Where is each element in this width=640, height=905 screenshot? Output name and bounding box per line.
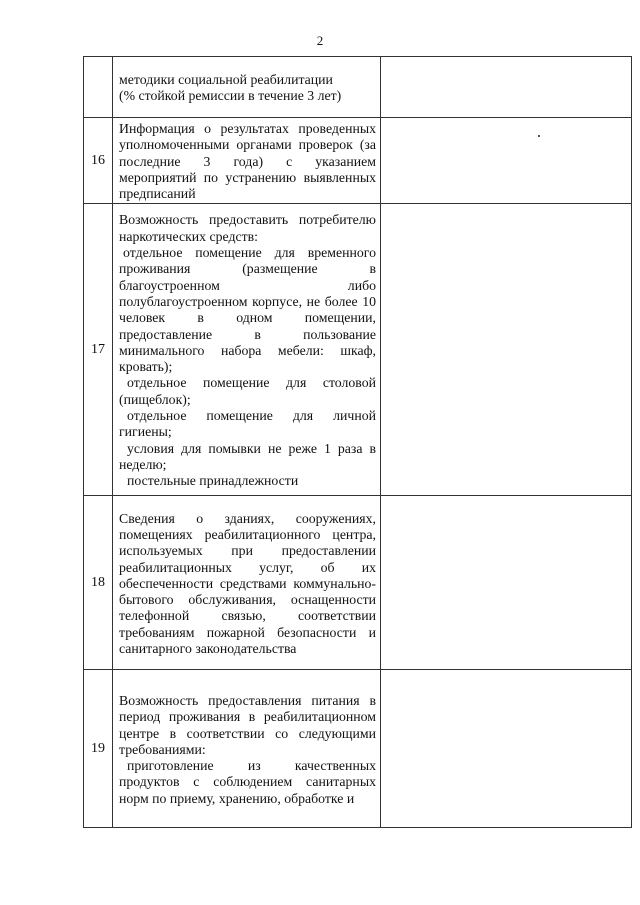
- table-row: [84, 57, 632, 118]
- row-number: [84, 57, 113, 118]
- criteria-table: [83, 56, 632, 828]
- text-line: отдельное помещение для личной гигиены;: [119, 408, 376, 440]
- value-cell: [381, 118, 632, 204]
- row-number: 17: [84, 204, 113, 496]
- row-number: 19: [84, 670, 113, 828]
- text-line: Информация о результатах проведенных уполномоченными органами проверок (за последние 3 года) с указанием мероприятий по устранению выявленных предписаний: [119, 121, 376, 202]
- text-line: Возможность предоставить потребителю наркотических средств:: [119, 212, 376, 244]
- text-line: отдельное помещение для столовой (пищеблок);: [119, 375, 376, 407]
- row-number: 16: [84, 118, 113, 204]
- row-number: 18: [84, 496, 113, 670]
- text-line: отдельное помещение для временного проживания (размещение в благоустроенном либо полублагоустроенном корпусе, не более 10 человек в одном помещении, предоставление в пользование минимального набора мебели: шкаф, кровать);: [119, 245, 376, 375]
- page-number: 2: [316, 33, 324, 48]
- text-line: Возможность предоставления питания в период проживания в реабилитационном центре в соответствии со следующими требованиями:: [119, 692, 376, 757]
- text-line: приготовление из качественных продуктов с соблюдением санитарных норм по приему, хранению, обработке и: [119, 758, 376, 806]
- table-row: [84, 670, 632, 828]
- criterion-text: [113, 118, 381, 204]
- table-row: [84, 496, 632, 670]
- value-cell: [381, 496, 632, 670]
- text-line: методики социальной реабилитации: [119, 71, 333, 87]
- text-line: постельные принадлежности: [127, 473, 299, 489]
- table-row: [84, 118, 632, 204]
- value-cell: [381, 204, 632, 496]
- criterion-text: [113, 204, 381, 496]
- criterion-text: [113, 670, 381, 828]
- criterion-text: [113, 496, 381, 670]
- value-cell: [381, 670, 632, 828]
- criterion-text: [113, 57, 381, 118]
- text-line: Сведения о зданиях, сооружениях, помещениях реабилитационного центра, используемых при предоставлении реабилитационных услуг, об их обеспеченности средствами коммунально-бытового обслуживания, оснащенности телефонной связью, соответствии требованиям пожарной безопасности и санитарного законодательства: [119, 510, 376, 657]
- table-row: [84, 204, 632, 496]
- text-line: условия для помывки не реже 1 раза в неделю;: [119, 440, 376, 472]
- value-cell: [381, 57, 632, 118]
- text-line: (% стойкой ремиссии в течение 3 лет): [119, 88, 342, 103]
